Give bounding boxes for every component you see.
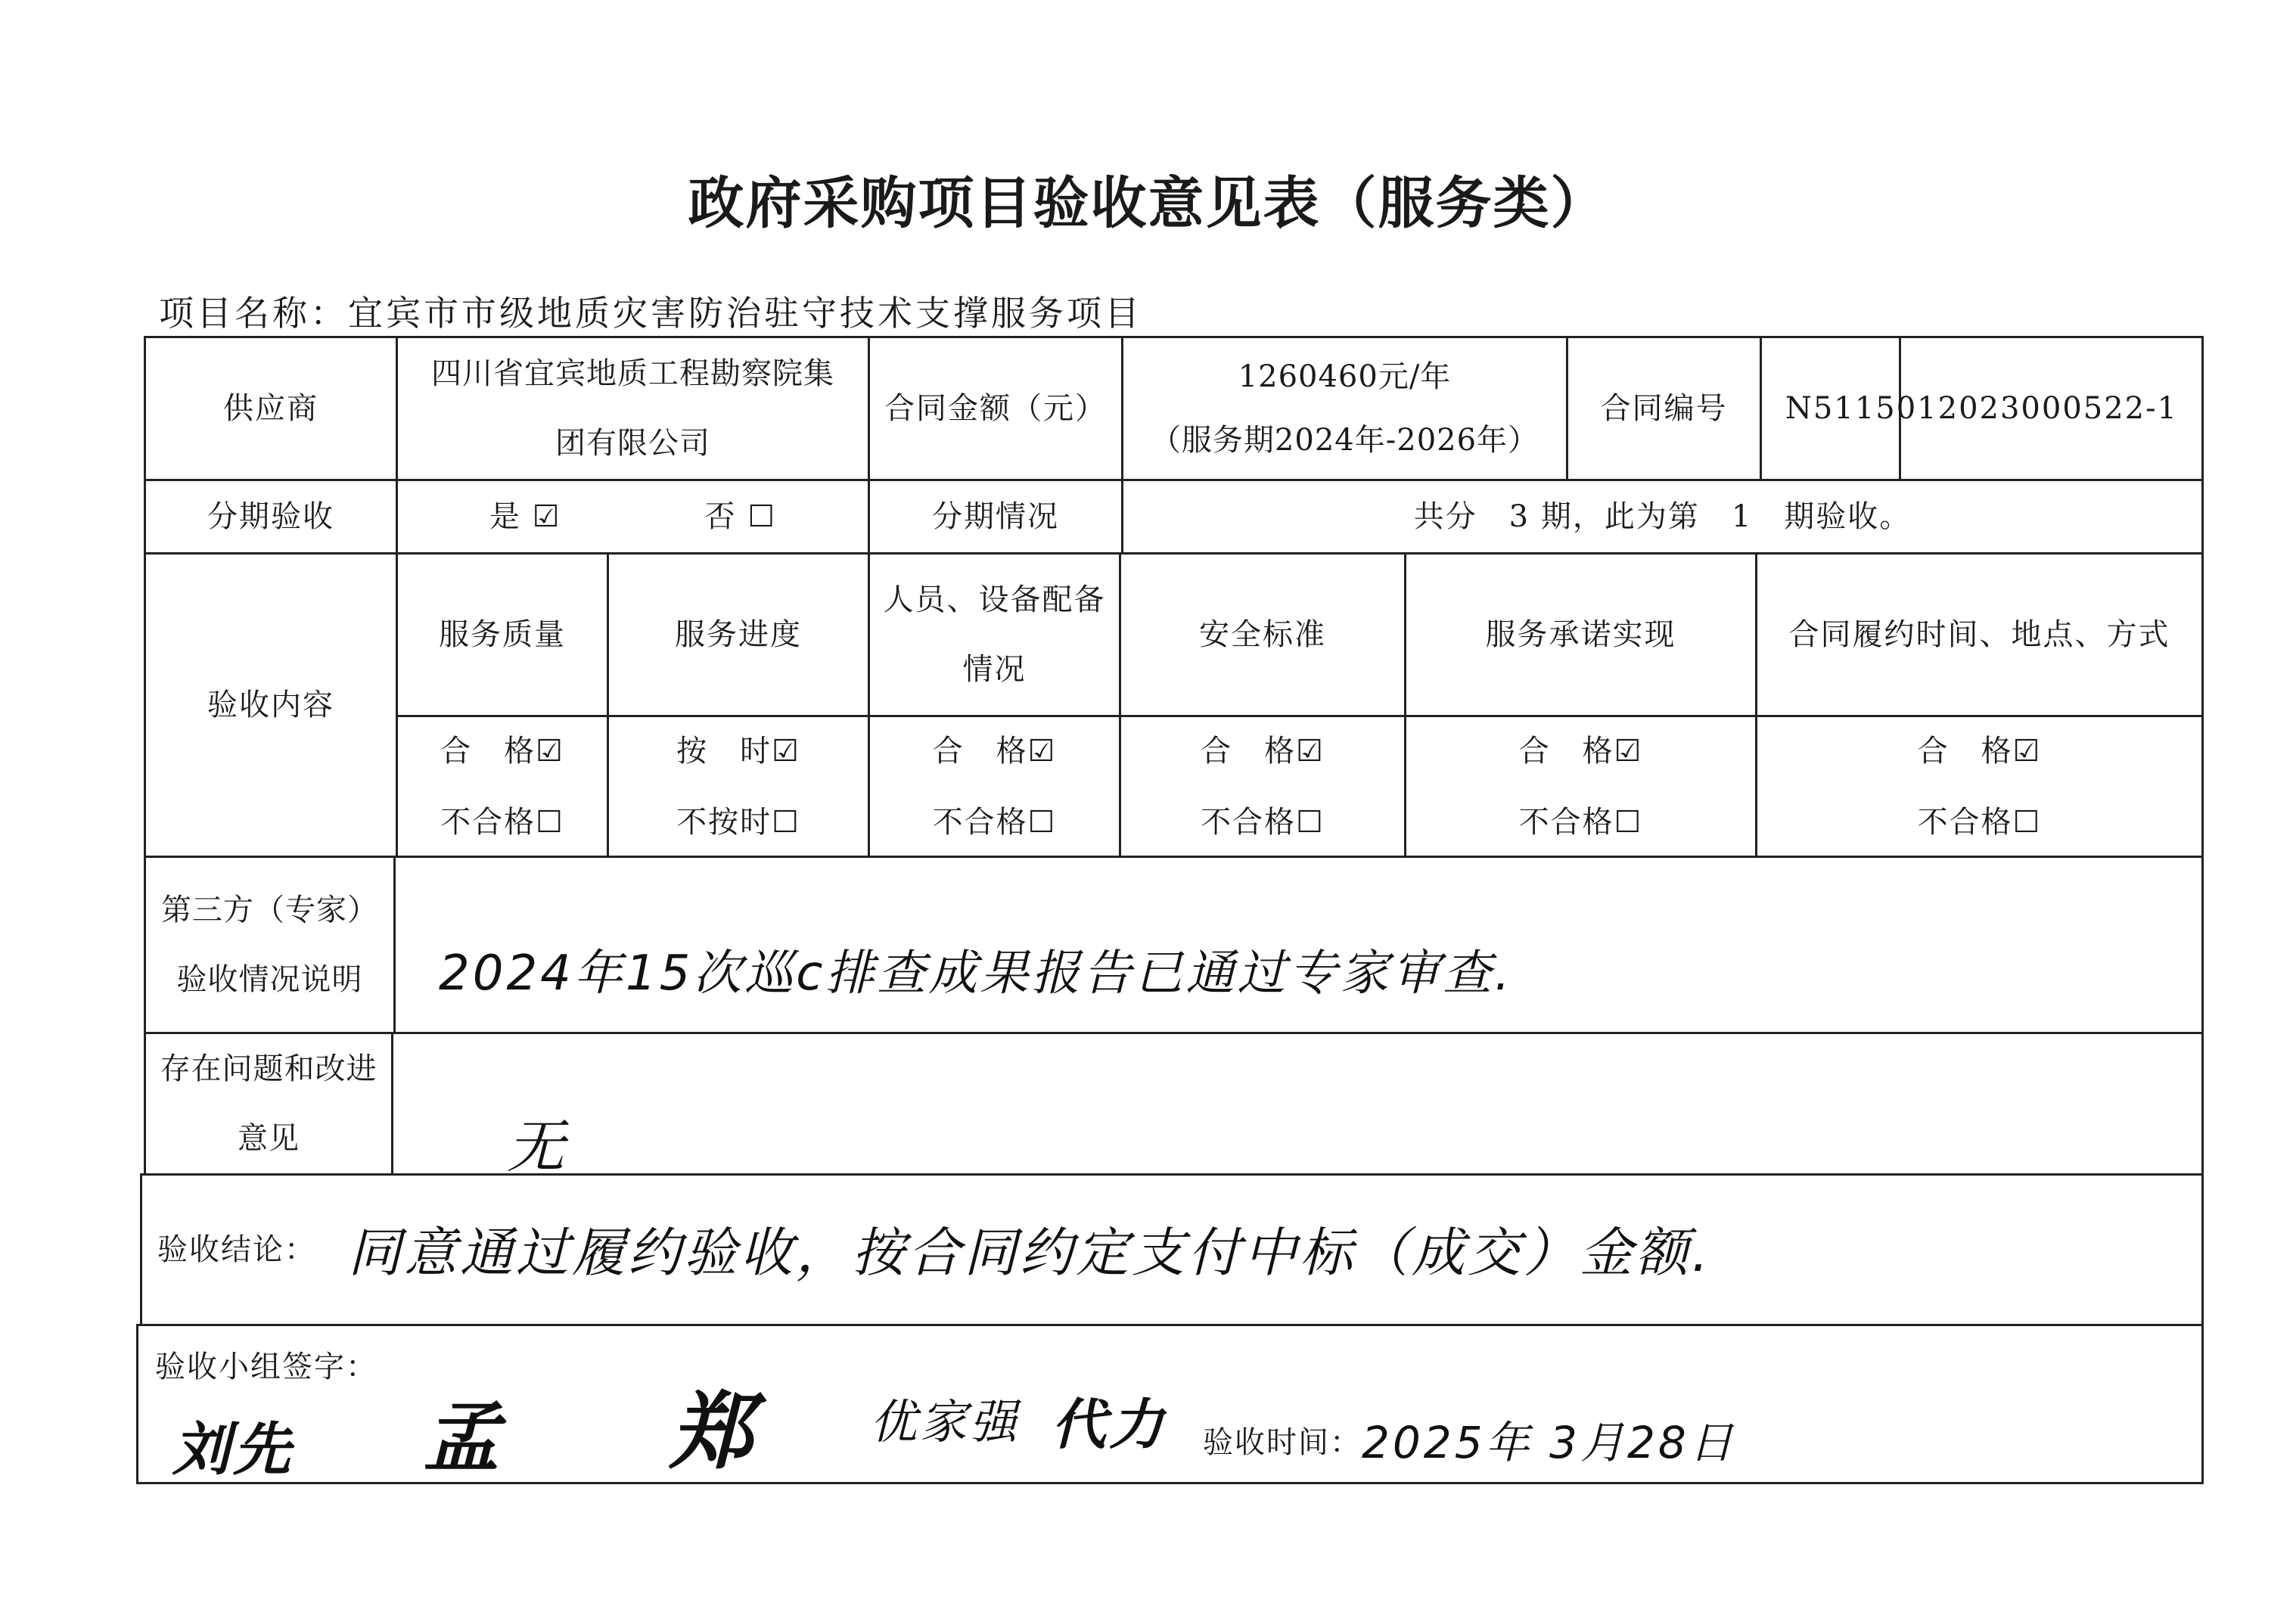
third-party-label-cell: [144, 856, 396, 1034]
issues-label: 存在问题和改进意见: [160, 1052, 377, 1156]
pass-checkbox-label: 合 格☑: [440, 733, 564, 769]
pass-checkbox-label: 合 格☑: [932, 733, 1057, 769]
supplier-value-cell: [396, 336, 870, 481]
installment-status-label-cell: [868, 479, 1123, 555]
signature-2: 孟: [424, 1393, 502, 1482]
fail-checkbox-label: 不按时☐: [676, 804, 800, 840]
amount-line1: 1260460元/年: [1238, 359, 1452, 394]
installment-status-label: 分期情况: [932, 499, 1059, 534]
amount-label-cell: [868, 336, 1123, 481]
issues-handwriting: 无: [507, 1113, 567, 1180]
contract-no-label: 合同编号: [1600, 391, 1728, 426]
content-item-name: 人员、设备配备情况: [883, 582, 1106, 687]
third-party-label: 第三方（专家）验收情况说明: [161, 893, 378, 997]
signature-label: 验收小组签字：: [155, 1350, 377, 1384]
content-item-result: [396, 715, 609, 858]
third-party-handwriting: 2024年15次巡c排查成果报告已通过专家审查.: [439, 946, 1513, 1002]
pass-checkbox-label: 合 格☑: [1201, 733, 1325, 769]
contract-no-value-cell-wide: [1760, 336, 2204, 481]
conclusion-handwriting: 同意通过履约验收，按合同约定支付中标（成交）金额.: [348, 1222, 1712, 1284]
fail-checkbox-label: 不合格☐: [1518, 804, 1643, 840]
content-label: 验收内容: [207, 688, 334, 722]
installment-label: 分期验收: [207, 499, 334, 534]
signature-3: 郑: [670, 1384, 756, 1480]
installment-status-value: 共分 3 期，此为第 1 期验收。: [1413, 499, 1912, 534]
fail-checkbox-label: 不合格☐: [1201, 804, 1325, 840]
content-item-header: [1404, 552, 1757, 717]
installment-label-cell: [144, 479, 398, 555]
content-item-name: 合同履约时间、地点、方式: [1788, 617, 2170, 652]
contract-no-label-cell: [1566, 336, 1762, 481]
content-item-name: 服务质量: [439, 617, 566, 652]
contract-no-value: N5115012023000522-1: [1785, 391, 2179, 426]
content-item-result: [1404, 715, 1757, 858]
pass-checkbox-label: 合 格☑: [1917, 733, 2042, 769]
content-item-header: [607, 552, 870, 717]
content-item-header: [1755, 552, 2204, 717]
content-item-result: [1755, 715, 2204, 858]
installment-yes: 是 ☑: [489, 499, 561, 534]
content-item-name: 服务进度: [675, 617, 802, 652]
fail-checkbox-label: 不合格☐: [932, 804, 1057, 840]
content-item-header: [1119, 552, 1406, 717]
date-label: 验收时间：: [1203, 1425, 1362, 1460]
supplier-label: 供应商: [223, 391, 318, 426]
content-label-cell: [144, 552, 398, 858]
supplier-label-cell: [144, 336, 398, 481]
content-item-name: 服务承诺实现: [1485, 617, 1676, 652]
date-value: 2025年 3月28日: [1362, 1417, 1736, 1468]
project-name: 项目名称：宜宾市市级地质灾害防治驻守技术支撑服务项目: [159, 293, 1142, 334]
pass-checkbox-label: 按 时☑: [676, 733, 800, 769]
content-item-result: [607, 715, 870, 858]
amount-value-cell: [1121, 336, 1568, 481]
content-item-result: [1119, 715, 1406, 858]
content-item-header: [396, 552, 609, 717]
issues-label-cell: [144, 1032, 393, 1176]
signature-4: 优家强: [870, 1394, 1021, 1449]
supplier-value: 四川省宜宾地质工程勘察院集团有限公司: [431, 356, 834, 461]
signature-5: 代力: [1052, 1393, 1167, 1456]
fail-checkbox-label: 不合格☐: [1917, 804, 2042, 840]
fail-checkbox-label: 不合格☐: [440, 804, 564, 840]
installment-status-value-cell: [1121, 479, 2204, 555]
amount-label: 合同金额（元）: [884, 391, 1107, 426]
installment-no: 否 ☐: [704, 499, 777, 534]
content-item-result: [868, 715, 1121, 858]
form-title: 政府采购项目验收意见表（服务类）: [688, 171, 1608, 236]
issues-value-cell: [391, 1032, 2204, 1176]
content-item-name: 安全标准: [1199, 617, 1326, 652]
installment-choice-cell: [396, 479, 870, 555]
amount-line2: （服务期2024年-2026年）: [1150, 423, 1539, 458]
pass-checkbox-label: 合 格☑: [1518, 733, 1643, 769]
conclusion-label: 验收结论：: [157, 1232, 316, 1267]
signature-1: 刘先: [172, 1415, 294, 1483]
content-item-header: [868, 552, 1121, 717]
